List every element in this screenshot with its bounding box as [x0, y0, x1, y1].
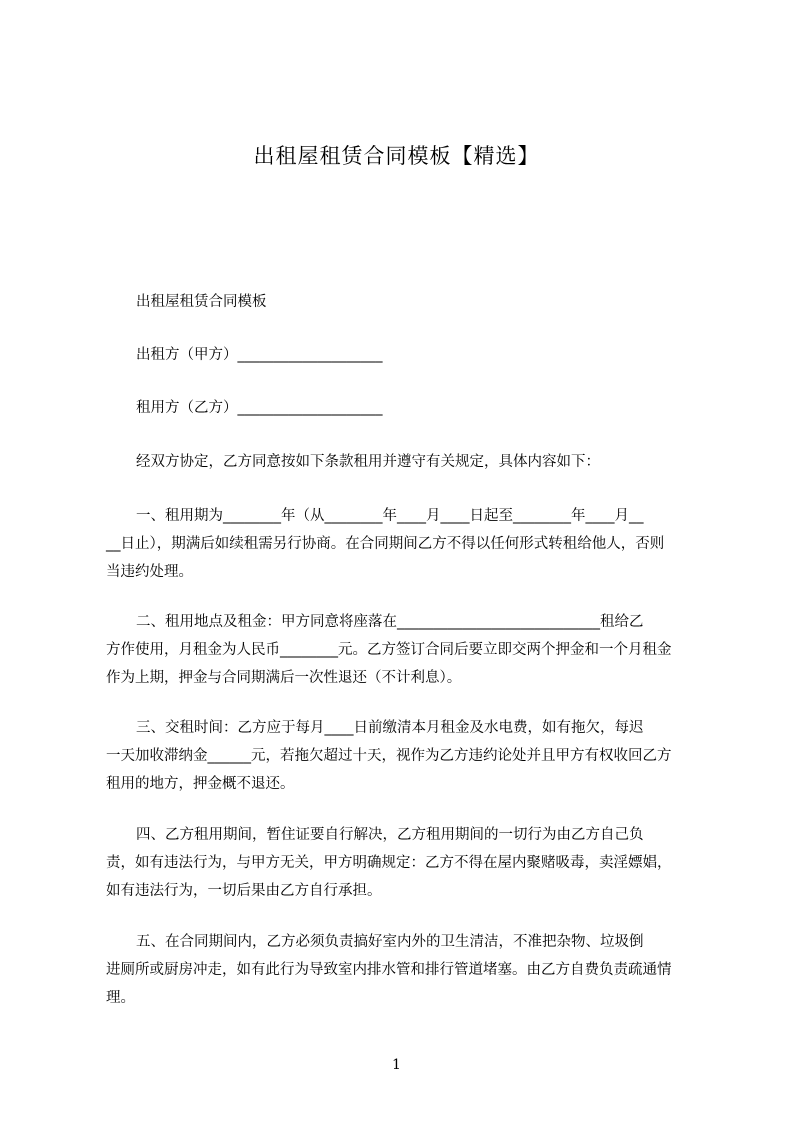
tenant-line: 租用方（乙方）____________________: [136, 400, 383, 416]
contract-subtitle: 出租屋租赁合同模板: [136, 294, 267, 310]
intro-paragraph: 经双方协定，乙方同意按如下条款租用并遵守有关规定，具体内容如下：: [136, 454, 600, 470]
clause-4-continuation: 责，如有违法行为，与甲方无关，甲方明确规定：乙方不得在屋内聚赌吸毒，卖淫嫖娼，如有违法行为，一切后果由乙方自行承担。: [106, 855, 672, 899]
clause-1-continuation: __日止），期满后如续租需另行协商。在合同期间乙方不得以任何形式转租给他人，否则当违约处理。: [106, 536, 665, 580]
page-number: 1: [392, 1057, 401, 1073]
clause-4: [106, 821, 702, 905]
clause-1: [106, 502, 702, 586]
clause-2-continuation: 方作使用，月租金为人民币________元。乙方签订合同后要立即交两个押金和一个月租金作为上期，押金与合同期满后一次性退还（不计利息）。: [106, 642, 672, 686]
clause-3-continuation: 一天加收滞纳金______元，若拖欠超过十天，视作为乙方违约论处并且甲方有权收回乙方租用的地方，押金概不退还。: [106, 748, 672, 792]
clause-3-first-line: 三、交租时间：乙方应于每月____日前缴清本月租金及水电费，如有拖欠，每迟: [136, 720, 644, 736]
clause-5-first-line: 五、在合同期间内，乙方必须负责搞好室内外的卫生清洁，不准把杂物、垃圾倒: [136, 934, 644, 950]
clause-4-first-line: 四、乙方租用期间，暂住证要自行解决，乙方租用期间的一切行为由乙方自己负: [136, 827, 644, 843]
clause-2: [106, 608, 702, 692]
document-title: 出租屋租赁合同模板【精选】: [253, 144, 540, 168]
clause-3: [106, 714, 702, 798]
clause-5: [106, 928, 702, 1012]
clause-1-first-line: 一、租用期为________年（从________年____月____日起至________年____月__: [136, 508, 644, 524]
landlord-line: 出租方（甲方）____________________: [136, 347, 383, 363]
clause-2-first-line: 二、租用地点及租金：甲方同意将座落在____________________________租给乙: [136, 614, 644, 630]
clause-5-continuation: 进厕所或厨房冲走，如有此行为导致室内排水管和排行管道堵塞。由乙方自费负责疏通情理。: [106, 962, 672, 1006]
